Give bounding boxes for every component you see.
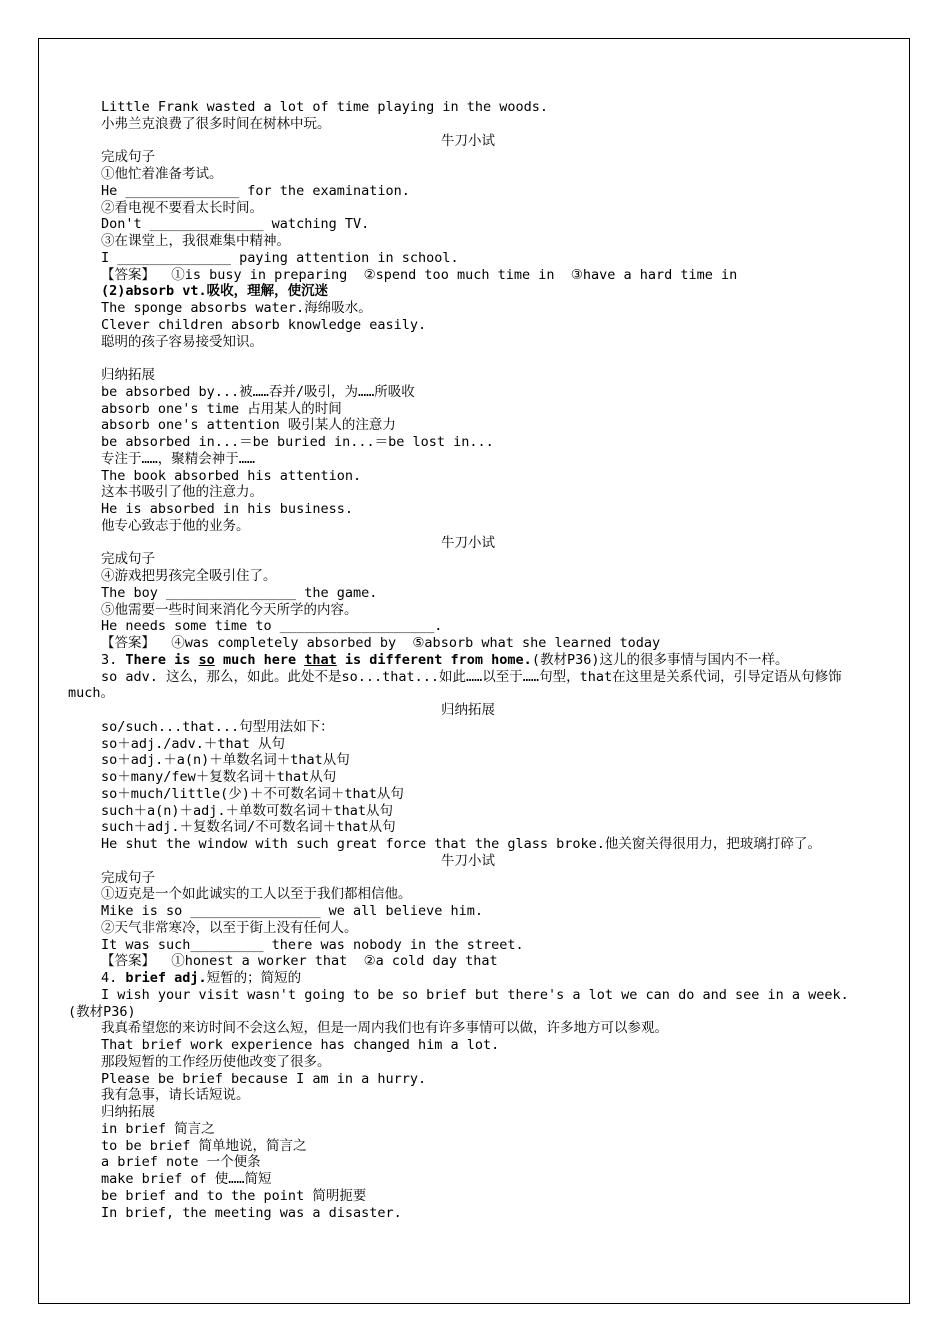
- grammar-pattern: so＋adj.＋a(n)＋单数名词＋that从句: [101, 752, 350, 769]
- vocab-heading-absorb: (2)absorb vt.吸收，理解，使沉迷: [101, 283, 329, 300]
- section-heading-extension: 归纳拓展: [101, 1104, 155, 1120]
- phrase-item: a brief note 一个便条: [101, 1154, 261, 1171]
- exercise-prompt: ①他忙着准备考试。: [101, 166, 223, 182]
- exercise-blank: He ______________ for the examination.: [101, 182, 410, 199]
- phrase-item: absorb one's attention 吸引某人的注意力: [101, 417, 396, 434]
- phrase-item: make brief of 使……简短: [101, 1171, 272, 1187]
- answer-key: 【答案】 ①honest a worker that ②a cold day that: [101, 953, 498, 970]
- item-number: 3.: [101, 651, 126, 668]
- grammar-pattern: such＋a(n)＋adj.＋单数可数名词＋that从句: [101, 802, 394, 819]
- key-word-that: that: [304, 651, 337, 668]
- example-translation: 小弗兰克浪费了很多时间在树林中玩。: [101, 115, 331, 132]
- document-body: [68, 99, 868, 1221]
- example-translation: 他专心致志于他的业务。: [101, 517, 250, 534]
- example-sentence: The sponge absorbs water.海绵吸水。: [101, 300, 372, 316]
- example-sentence: He shut the window with such great force that the glass broke.他关窗关得很用力，把玻璃打碎了。: [101, 836, 821, 852]
- vocab-heading-brief: [68, 970, 868, 987]
- exercise-prompt: ②看电视不要看太长时间。: [101, 199, 263, 216]
- key-word-so: so: [198, 651, 215, 668]
- section-heading-practice: 牛刀小试: [441, 132, 495, 149]
- example-translation: 那段短暂的工作经历使他改变了很多。: [101, 1053, 331, 1070]
- section-heading-practice: 牛刀小试: [441, 852, 495, 869]
- phrase-item: absorb one's time 占用某人的时间: [101, 400, 342, 417]
- example-sentence: In brief, the meeting was a disaster.: [101, 1204, 402, 1221]
- key-sentence: much here: [214, 651, 305, 668]
- grammar-pattern: such＋adj.＋复数名词/不可数名词＋that从句: [101, 819, 396, 836]
- phrase-meaning: 专注于……，聚精会神于……: [101, 450, 256, 467]
- exercise-instruction: 完成句子: [101, 149, 155, 166]
- exercise-blank: I ______________ paying attention in school.: [101, 249, 459, 266]
- exercise-prompt: ②天气非常寒冷，以至于街上没有任何人。: [101, 919, 358, 936]
- example-sentence: The book absorbed his attention.: [101, 467, 362, 484]
- example-sentence: Clever children absorb knowledge easily.: [101, 316, 427, 333]
- key-sentence-translation: (教材P36)这儿的很多事情与国内不一样。: [531, 651, 789, 668]
- spacer: [68, 350, 868, 367]
- example-sentence: I wish your visit wasn't going to be so brief but there's a lot we can do and see in a week.(教材P36): [68, 986, 849, 1020]
- exercise-blank: Don't ______________ watching TV.: [101, 216, 370, 233]
- example-sentence: That brief work experience has changed him a lot.: [101, 1037, 500, 1053]
- exercise-instruction: 完成句子: [101, 869, 155, 886]
- explanation-paragraph: so adv. 这么，那么，如此。此处不是so...that...如此……以至于……句型，that在这里是关系代词，引导定语从句修饰much。: [68, 668, 842, 702]
- section-heading-extension: 归纳拓展: [101, 367, 155, 383]
- vocab-heading-so-much: [68, 652, 868, 669]
- answer-key: 【答案】 ①is busy in preparing ②spend too much time in ③have a hard time in: [101, 266, 738, 283]
- exercise-blank: The boy ________________ the game.: [101, 584, 378, 601]
- phrase-item: in brief 简言之: [101, 1120, 215, 1137]
- exercise-blank: It was such_________ there was nobody in the street.: [101, 936, 524, 953]
- key-sentence: There is: [125, 651, 199, 668]
- grammar-intro: so/such...that...句型用法如下：: [101, 718, 334, 735]
- example-translation: 聪明的孩子容易接受知识。: [101, 333, 263, 350]
- vocab-word: brief adj.: [125, 970, 207, 986]
- phrase-item: be absorbed by...被……吞并/吸引，为……所吸收: [101, 383, 415, 400]
- example-sentence: He is absorbed in his business.: [101, 501, 353, 517]
- vocab-meaning: 短暂的；简短的: [206, 970, 302, 986]
- grammar-pattern: so＋many/few＋复数名词＋that从句: [101, 769, 337, 785]
- exercise-prompt: ④游戏把男孩完全吸引住了。: [101, 568, 277, 584]
- exercise-prompt: ①迈克是一个如此诚实的工人以至于我们都相信他。: [101, 886, 412, 903]
- exercise-blank: Mike is so ________________ we all believe him.: [101, 903, 484, 919]
- key-sentence: is different from home.: [336, 651, 532, 668]
- example-sentence: Please be brief because I am in a hurry.: [101, 1070, 427, 1087]
- grammar-pattern: so＋much/little(少)＋不可数名词＋that从句: [101, 785, 404, 802]
- exercise-prompt: ⑤他需要一些时间来消化今天所学的内容。: [101, 601, 358, 618]
- exercise-instruction: 完成句子: [101, 551, 155, 568]
- phrase-item: be brief and to the point 简明扼要: [101, 1187, 367, 1204]
- example-translation: 这本书吸引了他的注意力。: [101, 484, 263, 501]
- answer-key: 【答案】 ④was completely absorbed by ⑤absorb what she learned today: [101, 635, 661, 651]
- example-translation: 我有急事，请长话短说。: [101, 1087, 250, 1104]
- section-heading-extension: 归纳拓展: [441, 702, 495, 718]
- phrase-item: to be brief 简单地说，简言之: [101, 1137, 307, 1154]
- grammar-pattern: so＋adj./adv.＋that 从句: [101, 735, 286, 752]
- item-number: 4.: [101, 970, 126, 986]
- section-heading-practice: 牛刀小试: [441, 534, 495, 551]
- exercise-blank: He needs some time to ___________________.: [101, 618, 443, 635]
- example-sentence: Little Frank wasted a lot of time playing in the woods.: [101, 99, 549, 115]
- example-translation: 我真希望您的来访时间不会这么短，但是一周内我们也有许多事情可以做，许多地方可以参观。: [101, 1020, 668, 1037]
- exercise-prompt: ③在课堂上，我很难集中精神。: [101, 233, 290, 249]
- phrase-item: be absorbed in...＝be buried in...＝be lost in...: [101, 434, 494, 450]
